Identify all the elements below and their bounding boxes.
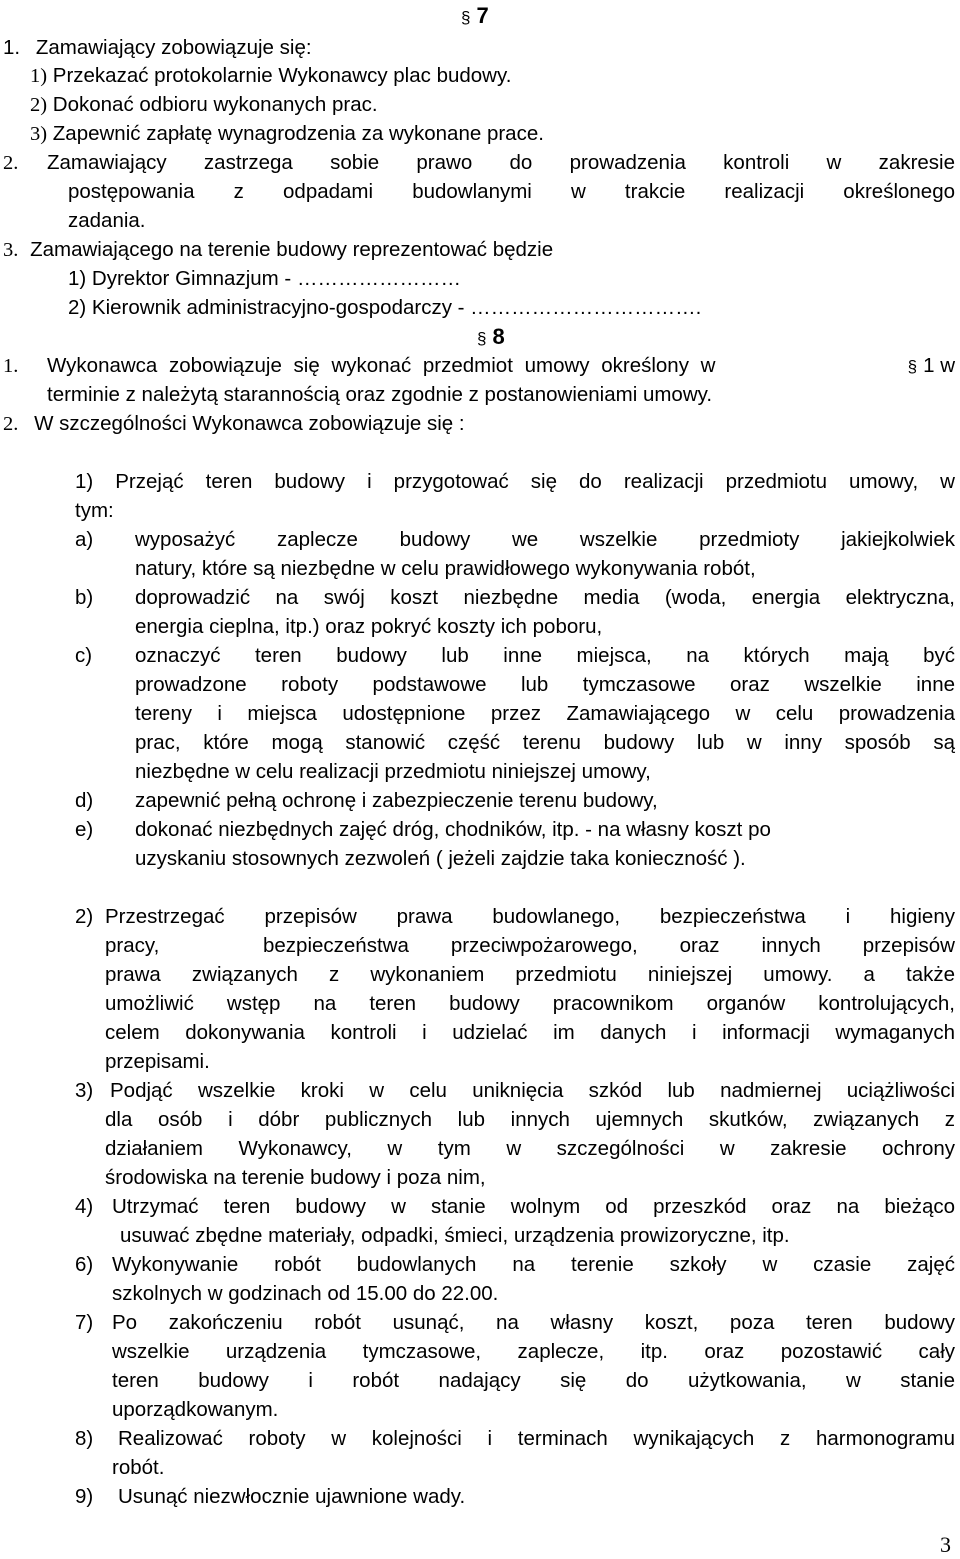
- s8-item-7-line-3: teren budowy i robót nadający się do użytkowania, w stanie: [112, 1369, 955, 1392]
- s7-point-1: 1. Zamawiający zobowiązuje się:: [3, 36, 312, 59]
- s8-item-2-line-1: Przestrzegać przepisów prawa budowlanego, bezpieczeństwa i higieny: [105, 905, 955, 928]
- s8-item-3-line-3: działaniem Wykonawcy, w tym w szczególności w zakresie ochrony: [105, 1137, 955, 1160]
- s8-item-1b-line-1: doprowadzić na swój koszt niezbędne media (woda, energia elektryczna,: [135, 586, 955, 609]
- s8-item-2-line-3: prawa związanych z wykonaniem przedmiotu niniejszej umowy. a także: [105, 963, 955, 986]
- section-7-number: 7: [476, 3, 489, 28]
- s7-point-2-line-3: zadania.: [68, 209, 146, 232]
- s7-point-3-item-2: 2) Kierownik administracyjno-gospodarczy - …………………………….: [68, 296, 702, 319]
- s8-item-2-line-5: celem dokonywania kontroli i udzielać im danych i informacji wymaganych: [105, 1021, 955, 1044]
- s8-item-1c-line-1: oznaczyć teren budowy lub inne miejsca, na których mają być: [135, 644, 955, 667]
- s8-item-7-line-2: wszelkie urządzenia tymczasowe, zaplecze, itp. oraz pozostawić cały: [112, 1340, 955, 1363]
- s8-item-1e-line-2: uzyskaniu stosownych zezwoleń ( jeżeli zajdzie taka konieczność ).: [135, 847, 746, 870]
- s7-point-3-item-1: 1) Dyrektor Gimnazjum - ……………………: [68, 267, 461, 290]
- s8-item-1a-line-2: natury, które są niezbędne w celu prawidłowego wykonywania robót,: [135, 557, 756, 580]
- s8-item-7-line-1: Po zakończeniu robót usunąć, na własny koszt, poza teren budowy: [112, 1311, 955, 1334]
- s8-item-3-line-2: dla osób i dóbr publicznych lub innych ujemnych skutków, związanych z: [105, 1108, 955, 1131]
- s8-point-2: 2. W szczególności Wykonawca zobowiązuje się :: [3, 412, 465, 435]
- s8-item-2-line-4: umożliwić wstęp na teren budowy pracownikom organów kontrolujących,: [105, 992, 955, 1015]
- s8-item-8-line-1: Realizować roboty w kolejności i terminach wynikających z harmonogramu: [118, 1427, 955, 1450]
- section-8-heading: § 8: [477, 324, 505, 349]
- s8-item-6-line-2: szkolnych w godzinach od 15.00 do 22.00.: [112, 1282, 499, 1305]
- s8-item-7-line-4: uporządkowanym.: [112, 1398, 279, 1421]
- s8-item-1a-label: a): [75, 528, 94, 551]
- s8-item-1-line-1: 1) Przejąć teren budowy i przygotować się do realizacji przedmiotu umowy, w: [75, 470, 955, 493]
- section-7-heading: § 7: [461, 3, 489, 28]
- s8-item-1c-line-4: prac, które mogą stanowić część terenu budowy lub w inny sposób są: [135, 731, 955, 754]
- s8-item-1b-line-2: energia cieplna, itp.) oraz pokryć koszty ich poboru,: [135, 615, 603, 638]
- s7-point-1-item-1: 1) Przekazać protokolarnie Wykonawcy plac budowy.: [30, 64, 512, 87]
- s8-item-6-num: 6): [75, 1253, 94, 1276]
- s7-point-2-line-1: Zamawiający zastrzega sobie prawo do prowadzenia kontroli w zakresie: [47, 151, 955, 174]
- s8-item-3-num: 3): [75, 1079, 94, 1102]
- s8-item-1e-label: e): [75, 818, 94, 841]
- s8-item-2-line-2b: bezpieczeństwa przeciwpożarowego, oraz innych przepisów: [263, 934, 955, 957]
- s8-item-3-line-4: środowiska na terenie budowy i poza nim,: [105, 1166, 486, 1189]
- page-number: 3: [940, 1532, 951, 1557]
- s8-item-1a-line-1: wyposażyć zaplecze budowy we wszelkie przedmioty jakiejkolwiek: [135, 528, 955, 551]
- s8-point-1-line-1: Wykonawca zobowiązuje się wykonać przedmiot umowy określony w § 1 w: [47, 354, 955, 377]
- s8-item-8-num: 8): [75, 1427, 94, 1450]
- s8-item-4-num: 4): [75, 1195, 94, 1218]
- s8-item-9-num: 9): [75, 1485, 94, 1508]
- section-8-number: 8: [492, 324, 505, 349]
- s8-item-8-line-2: robót.: [112, 1456, 165, 1479]
- s7-point-1-item-3: 3) Zapewnić zapłatę wynagrodzenia za wykonane prace.: [30, 122, 544, 145]
- s8-item-2-line-6: przepisami.: [105, 1050, 210, 1073]
- s7-point-1-item-2: 2) Dokonać odbioru wykonanych prac.: [30, 93, 378, 116]
- s8-point-1-num: 1.: [3, 355, 19, 377]
- s8-item-1c-line-2: prowadzone roboty podstawowe lub tymczasowe oraz wszelkie inne: [135, 673, 955, 696]
- s8-item-3-line-1: Podjąć wszelkie kroki w celu uniknięcia szkód lub nadmiernej uciążliwości: [110, 1079, 955, 1102]
- s8-point-1-line-2: terminie z należytą starannością oraz zgodnie z postanowieniami umowy.: [47, 383, 713, 406]
- s8-item-2-num: 2): [75, 905, 94, 928]
- s8-item-6-line-1: Wykonywanie robót budowlanych na terenie szkoły w czasie zajęć: [112, 1253, 955, 1276]
- s8-item-4-line-1: Utrzymać teren budowy w stanie wolnym od przeszkód oraz na bieżąco: [112, 1195, 955, 1218]
- s8-item-2-line-2a: pracy,: [105, 934, 160, 957]
- s8-item-1d-label: d): [75, 789, 94, 812]
- s8-item-1b-label: b): [75, 586, 94, 609]
- s7-point-3: 3. Zamawiającego na terenie budowy reprezentować będzie: [3, 238, 554, 261]
- s8-item-1d-line-1: zapewnić pełną ochronę i zabezpieczenie terenu budowy,: [135, 789, 658, 812]
- s8-item-7-num: 7): [75, 1311, 94, 1334]
- s7-point-2-num: 2.: [3, 152, 19, 174]
- s8-item-9-line-1: Usunąć niezwłocznie ujawnione wady.: [118, 1485, 466, 1508]
- s8-item-1c-label: c): [75, 644, 93, 667]
- s8-item-1c-line-5: niezbędne w celu realizacji przedmiotu niniejszej umowy,: [135, 760, 651, 783]
- s8-item-4-line-2: usuwać zbędne materiały, odpadki, śmieci, urządzenia prowizoryczne, itp.: [120, 1224, 790, 1247]
- s8-item-1e-line-1: dokonać niezbędnych zajęć dróg, chodników, itp. - na własny koszt po: [135, 818, 771, 841]
- s7-point-2-line-2: postępowania z odpadami budowlanymi w trakcie realizacji określonego: [68, 180, 955, 203]
- s8-item-1c-line-3: tereny i miejsca udostępnione przez Zamawiającego w celu prowadzenia: [135, 702, 955, 725]
- s8-item-1-line-2: tym:: [75, 499, 114, 522]
